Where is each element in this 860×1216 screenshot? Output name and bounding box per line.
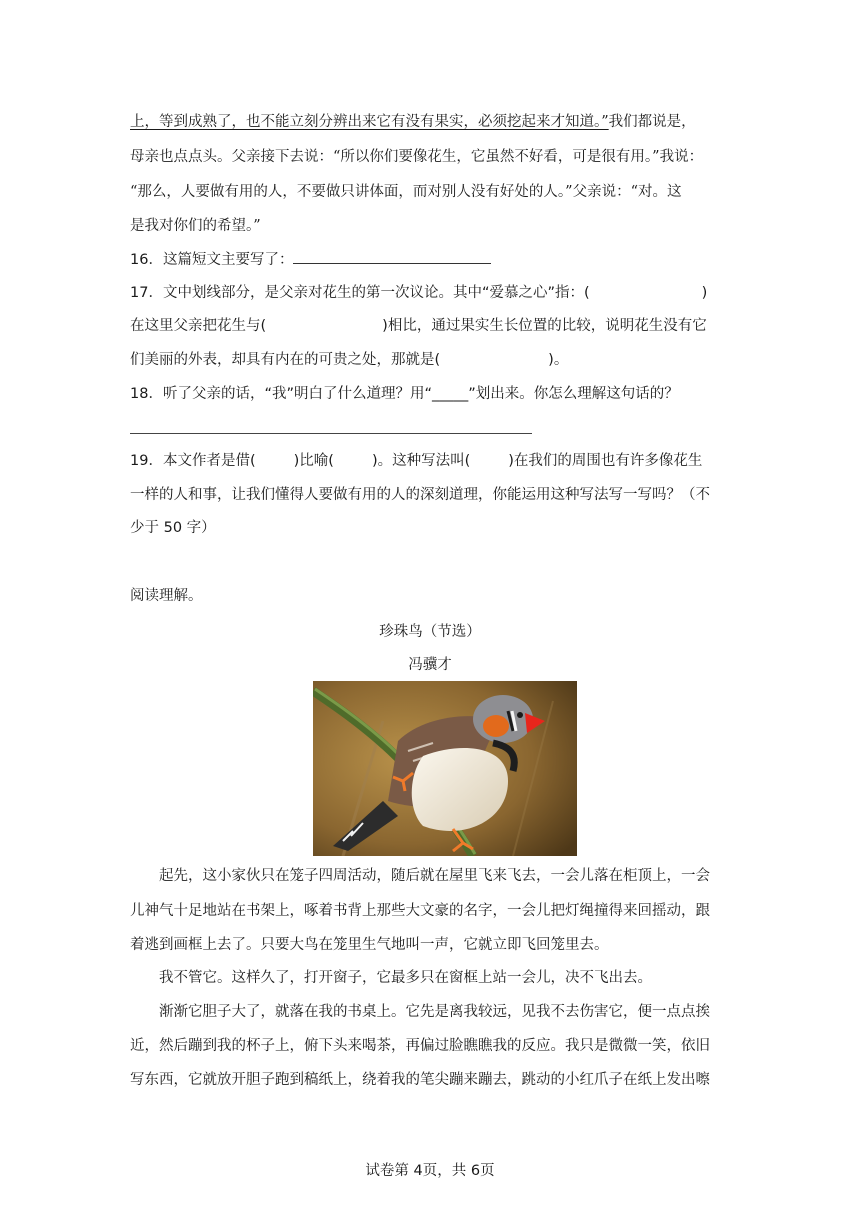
question-18: [130, 384, 679, 404]
article-author: 冯骥才: [408, 657, 452, 673]
answer-blank[interactable]: [293, 249, 491, 264]
paragraph-3-line3: 写东西，它就放开胆子跑到稿纸上，绕着我的笔尖蹦来蹦去，跳动的小红爪子在纸上发出嚓: [130, 1072, 710, 1088]
section-heading: 阅读理解。: [130, 588, 203, 604]
paragraph-text: 渐渐它胆子大了，就落在我的书桌上。它先是离我较远，见我不去伤害它，便一点点挨: [159, 1004, 710, 1020]
question-17-text: )。: [548, 352, 569, 368]
question-19-text: )比喻(: [293, 453, 334, 469]
question-16-text: 16．这篇短文主要写了：: [130, 252, 294, 268]
article-title: 珍珠鸟（节选）: [379, 624, 481, 640]
question-19: [130, 451, 702, 471]
passage-line: “那么，人要做有用的人，不要做只讲体面，而对别人没有好处的人。”父亲说：“对。这: [130, 184, 682, 200]
question-19-line2: 一样的人和事，让我们懂得人要做有用的人的深刻道理，你能运用这种写法写一写吗？（不: [130, 487, 710, 503]
question-18-text: 18．听了父亲的话，“我”明白了什么道理？用“: [130, 386, 432, 402]
answer-line[interactable]: [130, 433, 532, 434]
question-17-text: )相比，通过果实生长位置的比较，说明花生没有它: [382, 318, 707, 334]
underline-mark: _____: [432, 386, 469, 402]
question-17-line2: [130, 316, 707, 336]
paragraph-1-line3: 着逃到画框上去了。只要大鸟在笼里生气地叫一声，它就立即飞回笼里去。: [130, 937, 609, 953]
paragraph-3-line2: 近，然后蹦到我的杯子上，俯下头来喝茶，再偏过脸瞧瞧我的反应。我只是微微一笑，依旧: [130, 1038, 710, 1054]
question-19-text: )。这种写法叫(: [371, 453, 471, 469]
passage-line: 是我对你们的希望。”: [130, 218, 261, 234]
paragraph-3: [130, 1002, 710, 1022]
passage-line: [130, 112, 696, 132]
question-17-text: 在这里父亲把花生与(: [130, 318, 267, 334]
paren-close: ): [701, 285, 708, 301]
passage-line: 母亲也点点头。父亲接下去说：“所以你们要像花生，它虽然不好看，可是很有用。”我说：: [130, 149, 704, 165]
paragraph-text: 起先，这小家伙只在笼子四周活动，随后就在屋里飞来飞去，一会儿落在柜顶上，一会: [159, 868, 710, 884]
question-19-line3: 少于 50 字）: [130, 520, 216, 536]
paragraph-1-line2: 儿神气十足地站在书架上，啄着书背上那些大文豪的名字，一会儿把灯绳撞得来回摇动，跟: [130, 903, 710, 919]
question-17: [130, 283, 707, 303]
passage-text: 我们都说是，: [608, 114, 696, 130]
question-17-text: 17．文中划线部分，是父亲对花生的第一次议论。其中“爱慕之心”指：(: [130, 285, 590, 301]
question-19-text: 19．本文作者是借(: [130, 453, 256, 469]
question-17-text: 们美丽的外表，却具有内在的可贵之处，那就是(: [130, 352, 441, 368]
question-19-text: )在我们的周围也有许多像花生: [508, 453, 703, 469]
paragraph-2: [130, 968, 652, 988]
underlined-sentence: 上，等到成熟了，也不能立刻分辨出来它有没有果实，必须挖起来才知道。”: [130, 114, 609, 130]
page-footer: 试卷第 4页，共 6页: [365, 1163, 495, 1179]
paragraph-text: 我不管它。这样久了，打开窗子，它最多只在窗框上站一会儿，决不飞出去。: [159, 970, 652, 986]
question-16: [130, 249, 491, 270]
bird-photo: [313, 681, 577, 856]
question-18-text: ”划出来。你怎么理解这句话的？: [468, 386, 679, 402]
paragraph-1: [130, 866, 710, 886]
question-17-line3: [130, 350, 568, 370]
